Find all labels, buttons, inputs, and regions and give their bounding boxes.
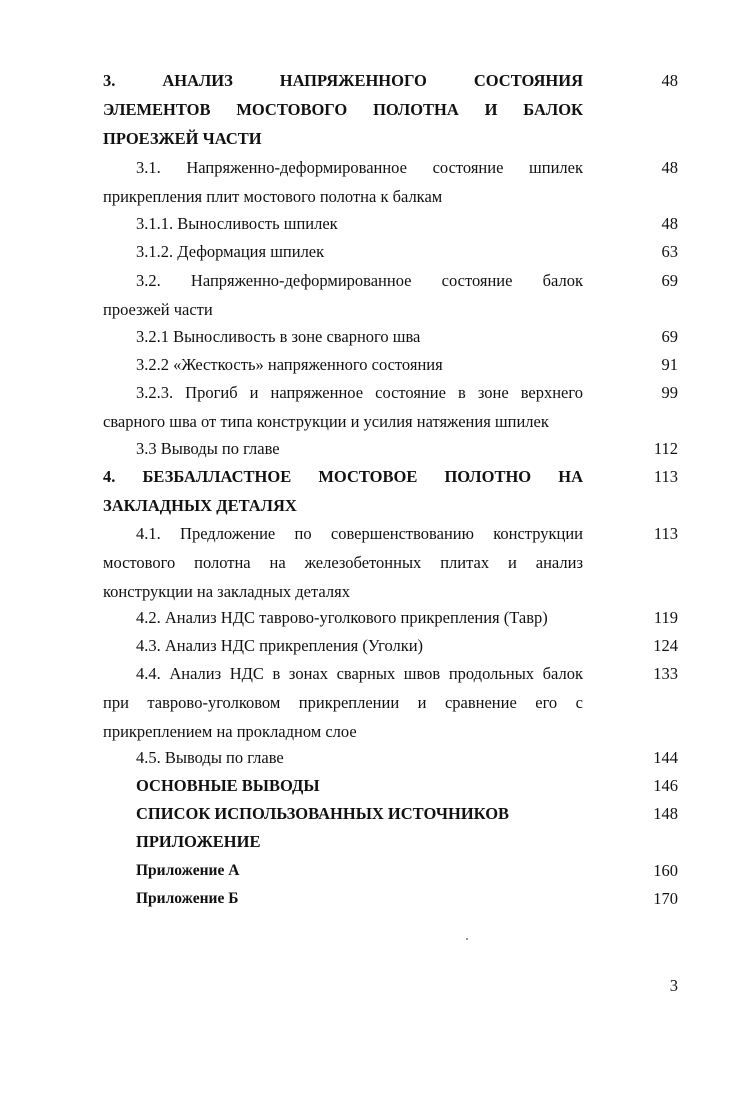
toc-entry-references (103, 799, 583, 828)
toc-line: проезжей части (103, 300, 213, 319)
toc-line: ОСНОВНЫЕ ВЫВОДЫ (136, 776, 320, 795)
toc-line: мостового полотна на железобетонных плитах и анализ (103, 553, 583, 572)
toc-entry-appendix-b (103, 884, 583, 913)
scan-speck (466, 938, 468, 940)
toc-page-number: 124 (653, 636, 678, 655)
toc-page-number: 69 (661, 271, 678, 290)
toc-line: сварного шва от типа конструкции и усилия натяжения шпилек (103, 412, 549, 431)
toc-entry-3-2 (103, 266, 583, 324)
toc-page-number: 91 (661, 355, 678, 374)
toc-page-number: 160 (653, 861, 678, 880)
toc-line: прикреплением на прокладном слое (103, 722, 357, 741)
toc-entry-3-2-1 (103, 322, 583, 351)
toc-page-number: 148 (653, 804, 678, 823)
toc-page-number: 48 (661, 71, 678, 90)
toc-entry-3-3 (103, 434, 583, 463)
toc-entry-appendix-a (103, 856, 583, 885)
toc-line: ПРОЕЗЖЕЙ ЧАСТИ (103, 129, 262, 148)
toc-page-number: 69 (661, 327, 678, 346)
toc-entry-4-3 (103, 631, 583, 660)
toc-line: ЗАКЛАДНЫХ ДЕТАЛЯХ (103, 496, 297, 515)
toc-entry-3-1 (103, 153, 583, 211)
toc-line: 3. АНАЛИЗ НАПРЯЖЕННОГО СОСТОЯНИЯ (103, 71, 583, 90)
toc-line: Приложение Б (136, 890, 239, 907)
toc-line: 4.5. Выводы по главе (136, 748, 284, 767)
toc-page-number: 144 (653, 748, 678, 767)
toc-entry-3-1-2 (103, 237, 583, 266)
toc-line: 3.1.1. Выносливость шпилек (136, 214, 338, 233)
toc-line: Приложение А (136, 862, 240, 879)
toc-line: ЭЛЕМЕНТОВ МОСТОВОГО ПОЛОТНА И БАЛОК (103, 100, 583, 119)
toc-line: конструкции на закладных деталях (103, 582, 350, 601)
toc-entry-4-2 (103, 603, 583, 632)
toc-page-number: 112 (653, 439, 678, 458)
toc-entry-3-2-3 (103, 378, 583, 436)
toc-page-number: 113 (653, 467, 678, 486)
toc-page-number: 146 (653, 776, 678, 795)
toc-line: 3.2.1 Выносливость в зоне сварного шва (136, 327, 421, 346)
toc-line: при тавровo-уголковом прикреплении и сравнение его с (103, 693, 583, 712)
toc-page-number: 113 (653, 524, 678, 543)
toc-page-number: 133 (653, 664, 678, 683)
toc-entry-4 (103, 462, 583, 520)
toc-entry-4-5 (103, 743, 583, 772)
toc-line: 3.3 Выводы по главе (136, 439, 280, 458)
toc-line: 3.2.3. Прогиб и напряженное состояние в зоне верхнего (136, 383, 583, 402)
toc-page-number: 99 (661, 383, 678, 402)
toc-line: 4.3. Анализ НДС прикрепления (Уголки) (136, 636, 424, 655)
toc-page-number: 48 (661, 214, 678, 233)
toc-entry-4-4 (103, 659, 583, 746)
toc-line: 4.1. Предложение по совершенствованию конструкции (136, 524, 583, 543)
toc-entry-conclusions (103, 771, 583, 800)
toc-line: СПИСОК ИСПОЛЬЗОВАННЫХ ИСТОЧНИКОВ (136, 804, 510, 823)
toc-page-number: 63 (661, 242, 678, 261)
toc-line: 3.2. Напряженно-деформированное состояние балок (136, 271, 583, 290)
toc-entry-3-1-1 (103, 209, 583, 238)
toc-page-number: 119 (653, 608, 678, 627)
toc-line: прикрепления плит мостового полотна к балкам (103, 187, 443, 206)
toc-line: 3.2.2 «Жесткость» напряженного состояния (136, 355, 443, 374)
page-number: 3 (669, 976, 678, 995)
toc-page-number: 48 (661, 158, 678, 177)
toc-line: 3.1.2. Деформация шпилек (136, 242, 325, 261)
toc-line: ПРИЛОЖЕНИЕ (136, 832, 261, 851)
toc-entry-3-2-2 (103, 350, 583, 379)
toc-entry-3 (103, 66, 583, 153)
toc-line: 3.1. Напряженно-деформированное состояние шпилек (136, 158, 583, 177)
toc-line: 4.4. Анализ НДС в зонах сварных швов продольных балок (136, 664, 583, 683)
toc-line: 4. БЕЗБАЛЛАСТНОЕ МОСТОВОЕ ПОЛОТНО НА (103, 467, 583, 486)
toc-page-number: 170 (653, 889, 678, 908)
toc-entry-4-1 (103, 519, 583, 606)
toc-entry-appendix (103, 827, 583, 856)
toc-line: 4.2. Анализ НДС таврово-уголкового прикрепления (Тавр) (136, 608, 548, 627)
